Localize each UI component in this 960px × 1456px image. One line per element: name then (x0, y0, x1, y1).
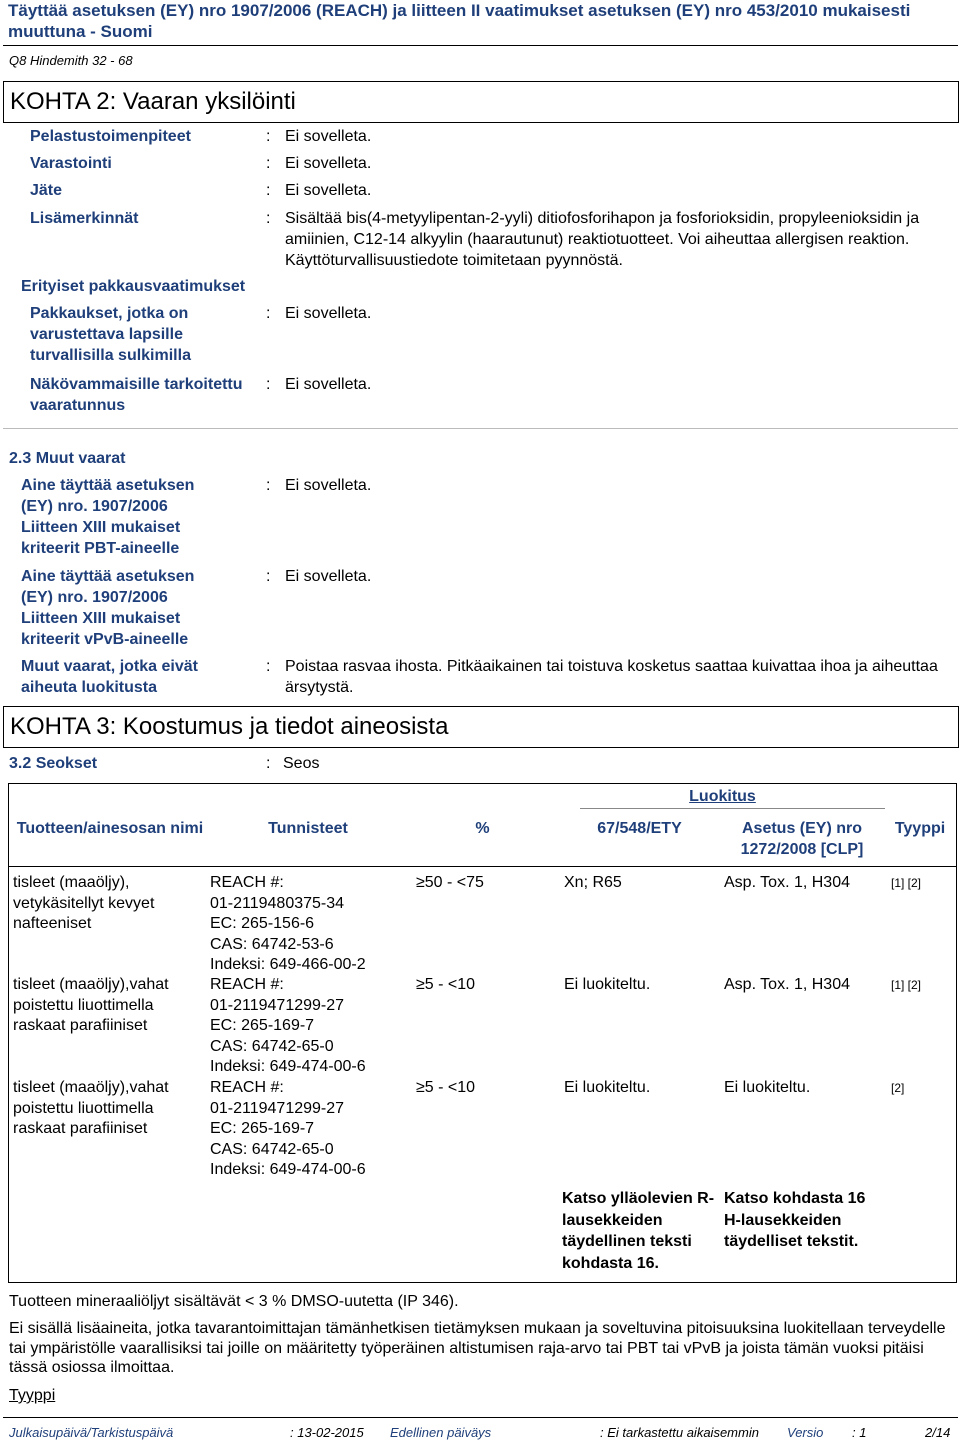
footer-version-value: : 1 (852, 1425, 867, 1440)
col-header-67-548: 67/548/ETY (597, 820, 682, 837)
col-header-clp: Asetus (EY) nro 1272/2008 [CLP] (740, 820, 864, 858)
colon: : (266, 568, 271, 585)
footer-prev-label: Edellinen päiväys (390, 1425, 492, 1440)
value-varastointi: Ei sovelleta. (285, 155, 372, 172)
table-row-67-548: Ei luokiteltu. (564, 1079, 651, 1096)
table-row-type: [2] (891, 1081, 905, 1095)
mixture-label: 3.2 Seokset (9, 755, 98, 772)
packaging-heading: Erityiset pakkausvaatimukset (21, 278, 246, 295)
col-header-percent: % (475, 820, 490, 837)
note-h-statements: Katso kohdasta 16 H-lausekkeiden täydelliset tekstit. (724, 1190, 866, 1250)
col-header-type: Tyyppi (894, 820, 946, 837)
table-row-name: tisleet (maaöljy),vahat poistettu liuottimella raskaat parafiiniset (13, 976, 169, 1034)
note-r-phrases: Katso ylläolevien R-lausekkeiden täydellinen teksti kohdasta 16. (562, 1190, 715, 1272)
table-row-clp: Asp. Tox. 1, H304 (724, 976, 850, 993)
footer-prev-value: : Ei tarkastettu aikaisemmin (600, 1425, 759, 1440)
table-row-ids: REACH #: 01-2119471299-27 EC: 265-169-7 CAS: 64742-65-0 Indeksi: 649-474-00-6 (210, 976, 366, 1075)
colon: : (266, 658, 271, 675)
header-rule (3, 45, 958, 46)
mineral-oil-note: Tuotteen mineraaliöljyt sisältävät < 3 % DMSO-uutetta (IP 346). (9, 1293, 459, 1310)
colon: : (266, 477, 271, 494)
table-row-percent: ≥5 - <10 (416, 1079, 476, 1096)
table-row-67-548: Xn; R65 (564, 874, 622, 891)
label-pelastustoimenpiteet: Pelastustoimenpiteet (30, 128, 191, 145)
group-header-rule (580, 808, 885, 809)
section3-title-box (3, 706, 959, 748)
footer-page: 2/14 (925, 1425, 951, 1440)
other-hazards-heading: 2.3 Muut vaarat (9, 450, 126, 467)
value-lisamerkinnat: Sisältää bis(4-metyylipentan-2-yyli) ditiofosforihapon ja fosforioksidin, propyleenioksidin ja amiinien, C12-14 alkyylin (haarautunut) reaktiotuotteet. Voi aiheuttaa allergisen reaktion. Käyttöturvallisuustiedote toimitetaan pyynnöstä. (285, 210, 920, 269)
label-vpvb: Aine täyttää asetuksen (EY) nro. 1907/2006 Liitteen XIII mukaiset kriteerit vPvB-aineelle (21, 568, 195, 648)
classification-group-header: Luokitus (689, 788, 756, 805)
table-row-name: tisleet (maaöljy),vahat poistettu liuottimella raskaat parafiiniset (13, 1079, 169, 1137)
colon: : (266, 305, 271, 322)
value-pelastustoimenpiteet: Ei sovelleta. (285, 128, 372, 145)
table-row-name: tisleet (maaöljy), vetykäsitellyt kevyet nafteeniset (13, 874, 155, 932)
footer-issue-value: : 13-02-2015 (290, 1425, 364, 1440)
footer-version-label: Versio (787, 1425, 824, 1440)
colon: : (266, 155, 271, 172)
table-row-percent: ≥50 - <75 (416, 874, 484, 891)
table-row-type: [1] [2] (891, 876, 922, 890)
footer-rule (3, 1417, 958, 1418)
colon: : (266, 376, 271, 393)
section3-title: KOHTA 3: Koostumus ja tiedot aineosista (10, 713, 449, 740)
colon: : (266, 755, 271, 772)
label-varastointi: Varastointi (30, 155, 112, 172)
value-vpvb: Ei sovelleta. (285, 568, 372, 585)
section2-title: KOHTA 2: Vaaran yksilöinti (10, 88, 296, 115)
value-tactile-warning: Ei sovelleta. (285, 376, 372, 393)
label-tactile-warning: Näkövammaisille tarkoitettu vaaratunnus (30, 376, 243, 414)
label-pbt: Aine täyttää asetuksen (EY) nro. 1907/2006 Liitteen XIII mukaiset kriteerit PBT-aineelle (21, 477, 195, 557)
table-header-rule (8, 866, 957, 867)
col-header-identifiers: Tunnisteet (268, 820, 348, 837)
label-jate: Jäte (30, 182, 63, 199)
value-pbt: Ei sovelleta. (285, 477, 372, 494)
section2-title-box (3, 81, 959, 123)
table-row-67-548: Ei luokiteltu. (564, 976, 651, 993)
mixture-value: Seos (283, 755, 320, 772)
table-row-percent: ≥5 - <10 (416, 976, 476, 993)
table-row-ids: REACH #: 01-2119471299-27 EC: 265-169-7 CAS: 64742-65-0 Indeksi: 649-474-00-6 (210, 1079, 366, 1178)
label-child-closures: Pakkaukset, jotka on varustettava lapsille turvallisilla sulkimilla (30, 305, 191, 364)
table-row-clp: Asp. Tox. 1, H304 (724, 874, 850, 891)
table-row-ids: REACH #: 01-2119480375-34 EC: 265-156-6 CAS: 64742-53-6 Indeksi: 649-466-00-2 (210, 874, 366, 973)
label-other-hazards: Muut vaarat, jotka eivät aiheuta luokitusta (21, 658, 198, 696)
table-row-type: [1] [2] (891, 978, 922, 992)
footer-issue-label: Julkaisupäivä/Tarkistuspäivä (9, 1425, 174, 1440)
colon: : (266, 210, 271, 227)
value-jate: Ei sovelleta. (285, 182, 372, 199)
value-child-closures: Ei sovelleta. (285, 305, 372, 322)
col-header-name: Tuotteen/ainesosan nimi (16, 820, 204, 837)
value-other-hazards: Poistaa rasvaa ihosta. Pitkäaikainen tai toistuva kosketus saattaa kuivattaa ihoa ja aiheuttaa ärsytystä. (285, 658, 938, 696)
colon: : (266, 182, 271, 199)
label-lisamerkinnat: Lisämerkinnät (30, 210, 139, 227)
product-name: Q8 Hindemith 32 - 68 (9, 53, 133, 68)
table-row-clp: Ei luokiteltu. (724, 1079, 811, 1096)
type-heading: Tyyppi (9, 1387, 56, 1404)
document-title: Täyttää asetuksen (EY) nro 1907/2006 (REACH) ja liitteen II vaatimukset asetuksen (EY) nro 453/2010 mukaisesti muuttuna - Suomi (8, 1, 911, 41)
subsection-divider (3, 428, 958, 429)
additives-note: Ei sisällä lisäaineita, jotka tavarantoimittajan tämänhetkisen tietämyksen mukaan ja soveltuvina pitoisuuksina luokitellaan terveydelle tai ympäristölle vaarallisiksi tai joille on määritetty työperäinen altistumisen raja-arvo tai PBT tai vPvB ja joista tämän vuoksi pitäisi tässä osiossa ilmoittaa. (9, 1320, 946, 1376)
colon: : (266, 128, 271, 145)
